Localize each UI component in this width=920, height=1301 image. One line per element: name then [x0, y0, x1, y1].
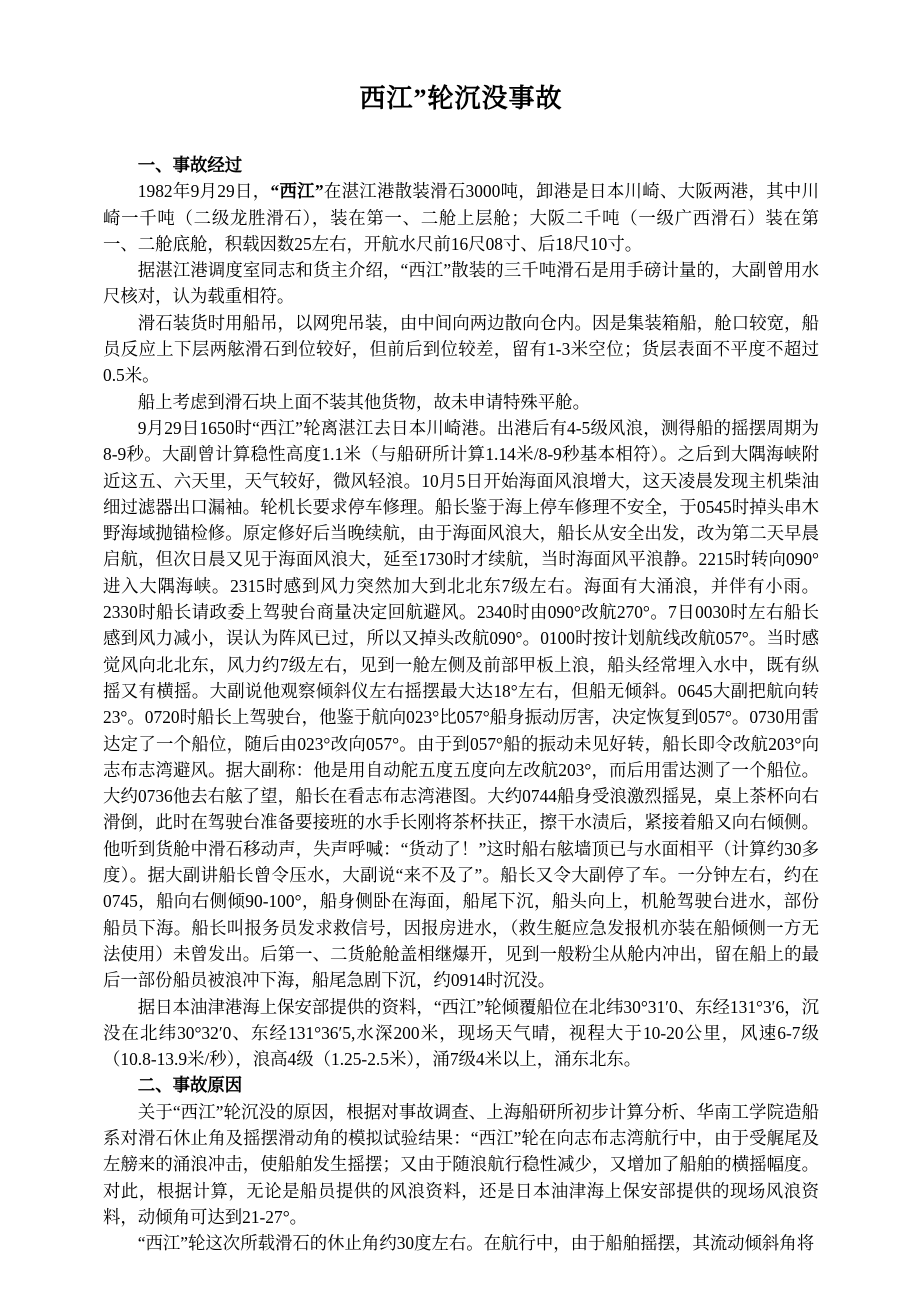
section-heading-accident-course [103, 152, 819, 178]
text-segment: “西江” [270, 181, 324, 202]
text-segment: 二、事故原因 [137, 1075, 243, 1096]
document-content [103, 82, 819, 1256]
paragraph-loading-info [103, 178, 819, 257]
text-segment: 一、事故经过 [137, 155, 243, 175]
text-segment: 在湛江港散装滑石3000吨，卸港是日本川崎、大阪两港，其中川崎一千吨（二级龙胜滑石），装在第一、二舱上层舱；大阪二千吨（一级广西滑石）装在第一、二舱底舱，积载因数25左右，开航水尺前16尺08寸、后18尺10寸。 [103, 181, 819, 254]
paragraph-repose-angle [103, 1230, 819, 1256]
paragraph-voyage-narrative [103, 415, 819, 994]
document-title: 西江”轮沉没事故 [359, 84, 563, 113]
text-segment: 1982年9月29日， [137, 181, 271, 202]
text-segment: 关于“西江”轮沉没的原因，根据对事故调查、上海船研所初步计算分析、华南工学院造船系对滑石休止角及摇摆滑动角的模拟试验结果：“西江”轮在向志布志湾航行中，由于受艉尾及左艕来的涌浪冲击，使船舶发生摇摆；又由于随浪航行稳性减少，又增加了船舶的横摇幅度。对此，根据计算，无论是船员提供的风浪资料，还是日本油津海上保安部提供的现场风浪资料，动倾角可达到21-27°。 [103, 1101, 819, 1227]
paragraph-loading-method [103, 310, 819, 389]
text-segment: 9月29日1650时“西江”轮离湛江去日本川崎港。出港后有4-5级风浪，测得船的摇摆周期为8-9秒。大副曾计算稳性高度1.1米（与船研所计算1.14米/8-9秒基本相符）。之后到大隅海峡附近这五、六天里，天气较好，微风轻浪。10月5日开始海面风浪增大，这天凌晨发现主机柴油细过滤器出口漏袖。轮机长要求停车修理。船长鉴于海上停车修理不安全，于0545时掉头串木野海域抛锚检修。原定修好后当晚续航，由于海面风浪大，船长从安全出发，改为第二天早晨启航，但次日晨又见于海面风浪大，延至1730时才续航，当时海面风平浪静。2215时转向090°进入大隅海峡。2315时感到风力突然加大到北北东7级左右。海面有大涌浪，并伴有小雨。2330时船长请政委上驾驶台商量决定回航避风。2340时由090°改航270°。7日0030时左右船长感到风力减小，误认为阵风已过，所以又掉头改航090°。0100时按计划航线改航057°。当时感觉风向北北东，风力约7级左右，见到一舱左侧及前部甲板上浪，船头经常埋入水中，既有纵摇又有横摇。大副说他观察倾斜仪左右摇摆最大达18°左右，但船无倾斜。0645大副把航向转23°。0720时船长上驾驶台，他鉴于航向023°比057°船身振动厉害，决定恢复到057°。0730用雷达定了一个船位，随后由023°改向057°。由于到057°船的振动未见好转，船长即令改航203°向志布志湾避风。据大副称：他是用自动舵五度五度向左改航203°，而后用雷达测了一个船位。大约0736他去右舷了望，船长在看志布志湾港图。大约0744船身受浪激烈摇晃，桌上茶杯向右滑倒，此时在驾驶台准备要接班的水手长刚将茶杯扶正，擦干水渍后，紧接着船又向右倾侧。他听到货舱中滑石移动声，失声呼喊：“货动了！”这时船右舷墙顶已与水面相平（计算约30多度）。据大副讲船长曾令压水，大副说“来不及了”。船长又令大副停了车。一分钟左右，约在0745，船向右侧倾90-100°，船身侧卧在海面，船尾下沉，船头向上，机舱驾驶台进水，部份船员下海。船长叫报务员发求救信号，因报房进水，（救生艇应急发报机亦装在船倾侧一方无法使用）未曾发出。后第一、二货舱舱盖相继爆开，见到一般粉尘从舱内冲出，留在船上的最后一部份船员被浪冲下海，船尾急剧下沉，约0914时沉没。 [103, 417, 819, 991]
section-heading-accident-cause [103, 1072, 819, 1098]
text-segment: 据日本油津港海上保安部提供的资料，“西江”轮倾覆船位在北纬30°31′0、东经131°3′6，沉没在北纬30°32′0、东经131°36′5,水深200米，现场天气晴，视程大于10-20公里，风速6-7级（10.8-13.9米/秒），浪高4级（1.25-2.5米），涌7级4米以上，涌东北东。 [103, 996, 819, 1070]
paragraph-sinking-position [103, 994, 819, 1073]
text-segment: 据湛江港调度室同志和货主介绍，“西江”散装的三千吨滑石是用手磅计量的，大副曾用水尺核对，认为载重相符。 [103, 260, 819, 307]
text-segment: 船上考虑到滑石块上面不装其他货物，故未申请特殊平舱。 [137, 391, 590, 412]
paragraph-no-special-trimming [103, 389, 819, 415]
text-segment: 滑石装货时用船吊，以网兜吊装，由中间向两边散向仓内。因是集装箱船，舱口较宽，船员反应上下层两舷滑石到位较好，但前后到位较差，留有1-3米空位；货层表面不平度不超过0.5米。 [103, 312, 819, 386]
text-segment: “西江”轮这次所载滑石的休止角约30度左右。在航行中，由于船舶摇摆，其流动倾斜角将 [137, 1233, 815, 1254]
paragraph-cargo-weighing [103, 257, 819, 310]
paragraph-cause-analysis [103, 1099, 819, 1230]
